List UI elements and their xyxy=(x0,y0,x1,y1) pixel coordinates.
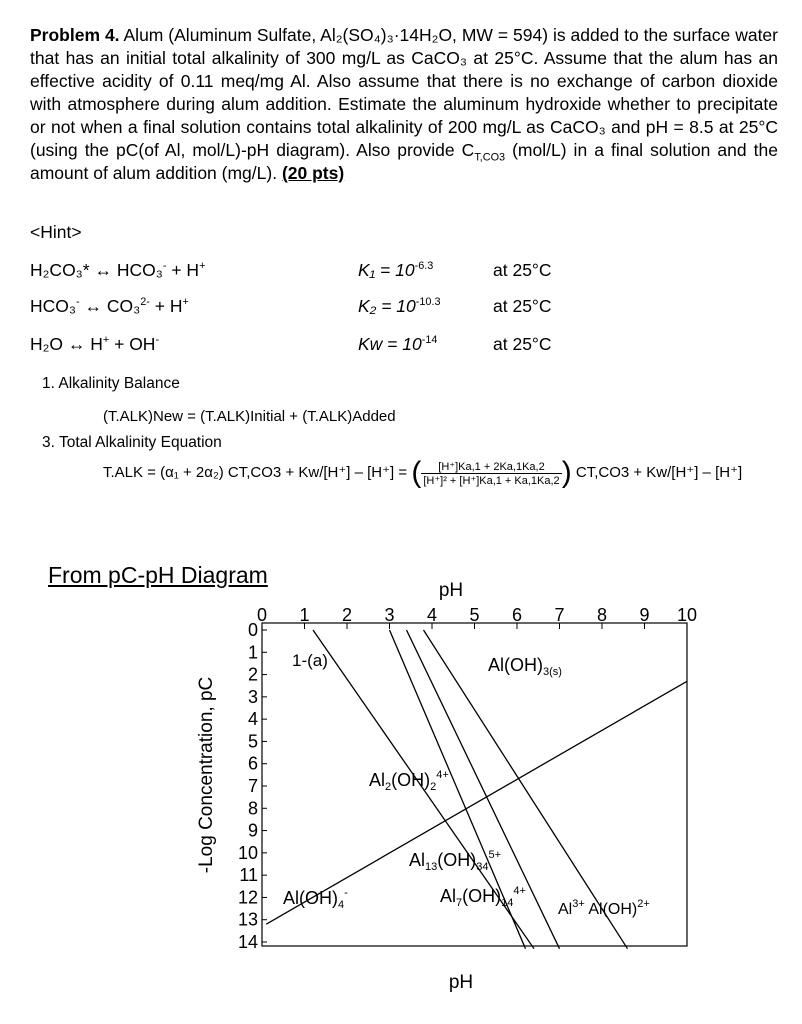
y-tick-label: 14 xyxy=(237,932,258,952)
x-tick-label: 4 xyxy=(426,605,438,625)
step3-right: CT,CO3 + Kw/[H⁺] – [H⁺] xyxy=(575,463,743,481)
alpha-fraction: $\frac{[H^+]Ka,1 + 2Ka,1Ka,2}{\text{[H⁺]² + [H⁺]Ka,1 + Ka,1Ka,2}}$ xyxy=(423,460,560,487)
k1-value: $K_1 = 10^{-6.3}$ xyxy=(358,260,434,280)
reaction-1: H₂CO₃* ↔ HCO₃- + H+ xyxy=(30,260,206,280)
reaction-3: H₂O ↔ H+ + OH- xyxy=(30,334,160,354)
label-al2oh2: $Al_2(OH)_2^{4+}$ xyxy=(369,769,449,793)
label-al3: $Al^{3+}$ Al(OH)$^{2+}$ xyxy=(558,898,650,918)
x-label-bottom: pH xyxy=(448,972,474,993)
x-tick-label: 7 xyxy=(554,605,565,625)
y-tick-label: 12 xyxy=(237,887,258,908)
temp-1: at 25°C xyxy=(493,260,552,280)
y-tick-label: 9 xyxy=(247,820,258,841)
x-tick-label: 1 xyxy=(299,605,310,625)
x-tick-label: 6 xyxy=(511,605,523,625)
step1-title: 1. Alkalinity Balance xyxy=(42,375,180,392)
label-al13: $Al_{13}(OH)_{34}^{5+}$ xyxy=(409,849,502,873)
label-1a: 1-(a) xyxy=(292,651,328,670)
hint-title: <Hint> xyxy=(30,222,82,242)
problem-body: Alum (Aluminum Sulfate, Al₂(SO₄)₃·14H₂O, MW = 594) is added to the surface water that has an initial total alkalinity of 300 mg/L as CaCO₃ at 25°C. Assume that the alum has an effective acidity of 0.11 meq/mg Al. Also assume that there is no exchange of carbon dioxide with atmosphere during alum addition. Estimate the aluminum hydroxide whether to precipitate or not when a final solution contains total alkalinity of 200 mg/L as CaCO₃ and pH = 8.5 at 25°C (using the pC(of Al, mol/L)-pH diagram). Also provide C xyxy=(30,25,778,160)
y-tick-label: 10 xyxy=(237,842,258,863)
y-tick-label: 5 xyxy=(247,731,258,752)
problem-body-end: (mol/L) in a final solution and the amount of alum addition (mg/L). xyxy=(30,140,778,183)
x-tick-label: 3 xyxy=(384,605,395,625)
y-tick-label: 8 xyxy=(247,798,258,819)
temp-2: at 25°C xyxy=(493,296,552,316)
y-tick-label: 4 xyxy=(247,709,258,730)
step3-left: T.ALK = (α₁ + 2α₂) CT,CO3 + Kw/[H⁺] – [H⁺] = xyxy=(103,463,408,481)
x-ticks xyxy=(257,605,697,629)
reaction-2: HCO₃- ↔ CO₃$^{2-}$ + H+ xyxy=(30,296,189,316)
y-tick-label: 11 xyxy=(239,865,258,886)
x-tick-label: 2 xyxy=(341,605,353,625)
y-axis-label: -Log Concentration, pC xyxy=(196,676,217,874)
step3-title: 3. Total Alkalinity Equation xyxy=(42,434,222,451)
kw-value: $Kw = 10^{-14}$ xyxy=(358,334,438,354)
step1-equation: (T.ALK)New = (T.ALK)Initial + (T.ALK)Added xyxy=(103,408,396,425)
y-tick-label: 7 xyxy=(247,776,258,796)
label-al7: $Al_7(OH)_{14}^{4+}$ xyxy=(440,885,526,909)
y-tick-label: 1 xyxy=(247,642,258,663)
y-tick-label: 0 xyxy=(247,620,258,640)
y-tick-label: 3 xyxy=(247,686,258,707)
y-tick-label: 2 xyxy=(247,664,258,685)
x-tick-label: 5 xyxy=(469,605,480,625)
x-tick-label: 0 xyxy=(256,605,268,625)
x-tick-label: 10 xyxy=(676,605,698,625)
x-label-top: pH xyxy=(438,580,464,601)
problem-label: Problem 4. xyxy=(30,25,120,45)
y-ticks xyxy=(238,620,267,952)
points-label: (20 pts) xyxy=(281,163,345,183)
figure-title: From pC-pH Diagram xyxy=(48,562,268,588)
step3-equation: T.ALK = (α₁ + 2α₂) CT,CO3 + Kw/[H⁺] – [H⁺] = ( $\frac{[H^+]Ka,1 + 2Ka,1Ka,2}{\text{[H⁺]² + [H⁺]Ka,1 + Ka,1Ka,2}}$ ) CT,CO3 + Kw/[H⁺] – [H⁺] xyxy=(103,456,743,489)
label-aloh3: $Al(OH)_{3(s)}$ xyxy=(488,655,562,678)
ct-subscript: T,CO3 xyxy=(474,151,506,164)
x-tick-label: 9 xyxy=(639,605,650,625)
temp-3: at 25°C xyxy=(493,334,552,354)
label-aloh4: $Al(OH)_4^-$ xyxy=(283,887,348,911)
y-tick-label: 6 xyxy=(247,753,258,774)
k2-value: $K_2 = 10^{-10.3}$ xyxy=(358,296,441,316)
y-tick-label: 13 xyxy=(237,909,258,930)
x-tick-label: 8 xyxy=(596,605,608,625)
